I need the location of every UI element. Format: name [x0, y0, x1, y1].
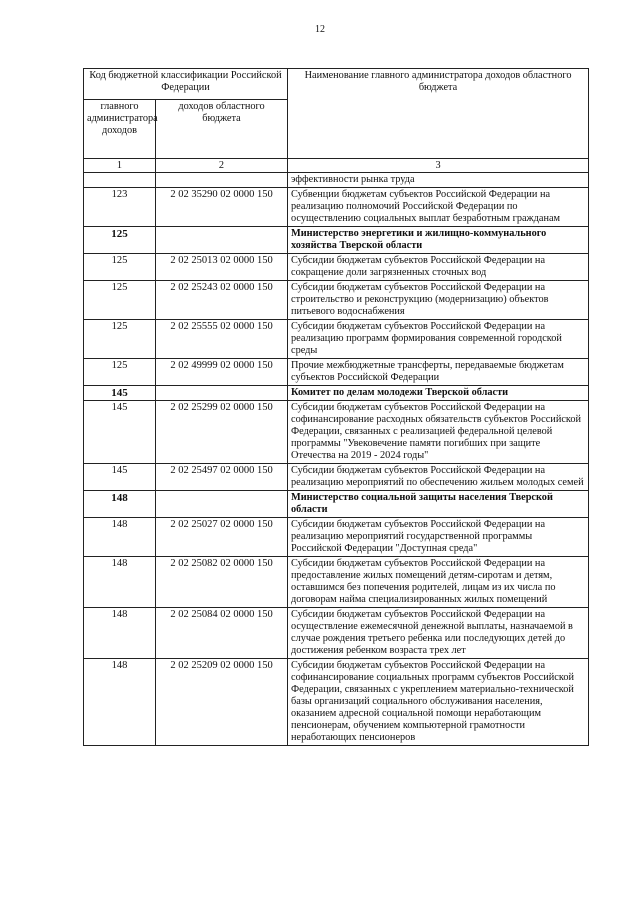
table-row [84, 320, 589, 359]
income-code-cell: 2 02 49999 02 0000 150 [156, 359, 288, 386]
admin-code-cell: 148 [84, 557, 156, 608]
admin-code-cell: 125 [84, 227, 156, 254]
table-body [84, 173, 589, 746]
table-row [84, 659, 589, 746]
table-row [84, 401, 589, 464]
admin-code-cell: 125 [84, 320, 156, 359]
admin-code-cell: 148 [84, 518, 156, 557]
income-code-cell [156, 227, 288, 254]
income-code-cell: 2 02 25084 02 0000 150 [156, 608, 288, 659]
income-code-cell: 2 02 25013 02 0000 150 [156, 254, 288, 281]
admin-code-cell: 125 [84, 254, 156, 281]
table-section-row [84, 386, 589, 401]
income-name-cell: Субсидии бюджетам субъектов Российской Федерации на реализацию программ формирования современной городской среды [288, 320, 589, 359]
table-row [84, 464, 589, 491]
table-row [84, 173, 589, 188]
income-code-cell [156, 386, 288, 401]
header-income: доходов областного бюджета [156, 100, 288, 159]
income-name-cell: Субсидии бюджетам субъектов Российской Федерации на софинансирование расходных обязательств субъектов Российской Федерации, связанных с реализацией федеральной целевой программы "Увековечение памяти погибших при защите Отечества на 2019 - 2024 годы" [288, 401, 589, 464]
table-row [84, 188, 589, 227]
admin-code-cell: 145 [84, 401, 156, 464]
income-name-cell: Субсидии бюджетам субъектов Российской Федерации на софинансирование социальных программ субъектов Российской Федерации, связанных с укреплением материально-технической базы организаций социального обслуживания населения, оказанием адресной социальной помощи неработающим пенсионерам, обучением компьютерной грамотности неработающих пенсионеров [288, 659, 589, 746]
admin-code-cell: 125 [84, 281, 156, 320]
income-name-cell: Субсидии бюджетам субъектов Российской Федерации на сокращение доли загрязненных сточных вод [288, 254, 589, 281]
admin-code-cell: 148 [84, 608, 156, 659]
income-name-cell: Комитет по делам молодежи Тверской области [288, 386, 589, 401]
table-section-row [84, 491, 589, 518]
income-code-cell: 2 02 25243 02 0000 150 [156, 281, 288, 320]
col-number-2: 2 [156, 159, 288, 173]
admin-code-cell: 123 [84, 188, 156, 227]
budget-classification-table [83, 68, 589, 746]
income-code-cell [156, 173, 288, 188]
income-code-cell [156, 491, 288, 518]
table-row [84, 359, 589, 386]
col-number-1: 1 [84, 159, 156, 173]
income-name-cell: Прочие межбюджетные трансферты, передаваемые бюджетам субъектов Российской Федерации [288, 359, 589, 386]
table-row [84, 281, 589, 320]
income-code-cell: 2 02 25082 02 0000 150 [156, 557, 288, 608]
admin-code-cell: 148 [84, 659, 156, 746]
table-section-row [84, 227, 589, 254]
income-name-cell: Субсидии бюджетам субъектов Российской Федерации на осуществление ежемесячной денежной выплаты, назначаемой в случае рождения третьего ребенка или последующих детей до достижения ребенком возраста трех лет [288, 608, 589, 659]
income-code-cell: 2 02 35290 02 0000 150 [156, 188, 288, 227]
admin-code-cell [84, 173, 156, 188]
income-name-cell: Министерство энергетики и жилищно-коммунального хозяйства Тверской области [288, 227, 589, 254]
income-code-cell: 2 02 25027 02 0000 150 [156, 518, 288, 557]
table-row [84, 254, 589, 281]
header-admin: главного администратора доходов [84, 100, 156, 159]
admin-code-cell: 145 [84, 386, 156, 401]
admin-code-cell: 125 [84, 359, 156, 386]
header-code-group: Код бюджетной классификации Российской Федерации [84, 69, 288, 100]
income-name-cell: эффективности рынка труда [288, 173, 589, 188]
income-name-cell: Субсидии бюджетам субъектов Российской Федерации на строительство и реконструкцию (модернизацию) объектов питьевого водоснабжения [288, 281, 589, 320]
income-code-cell: 2 02 25555 02 0000 150 [156, 320, 288, 359]
income-name-cell: Субсидии бюджетам субъектов Российской Федерации на предоставление жилых помещений детям-сиротам и детям, оставшимся без попечения родителей, лицам из их числа по договорам найма специализированных жилых помещений [288, 557, 589, 608]
page-number: 12 [315, 24, 325, 35]
table-row [84, 557, 589, 608]
table-row [84, 608, 589, 659]
admin-code-cell: 145 [84, 464, 156, 491]
income-code-cell: 2 02 25209 02 0000 150 [156, 659, 288, 746]
income-name-cell: Субсидии бюджетам субъектов Российской Федерации на реализацию мероприятий по обеспечению жильем молодых семей [288, 464, 589, 491]
income-code-cell: 2 02 25299 02 0000 150 [156, 401, 288, 464]
header-name: Наименование главного администратора доходов областного бюджета [288, 69, 589, 159]
income-name-cell: Субвенции бюджетам субъектов Российской Федерации на реализацию полномочий Российской Федерации по осуществлению социальных выплат безработным гражданам [288, 188, 589, 227]
income-code-cell: 2 02 25497 02 0000 150 [156, 464, 288, 491]
income-name-cell: Министерство социальной защиты населения Тверской области [288, 491, 589, 518]
col-number-3: 3 [288, 159, 589, 173]
income-name-cell: Субсидии бюджетам субъектов Российской Федерации на реализацию мероприятий государственной программы Российской Федерации "Доступная среда" [288, 518, 589, 557]
table-row [84, 518, 589, 557]
admin-code-cell: 148 [84, 491, 156, 518]
